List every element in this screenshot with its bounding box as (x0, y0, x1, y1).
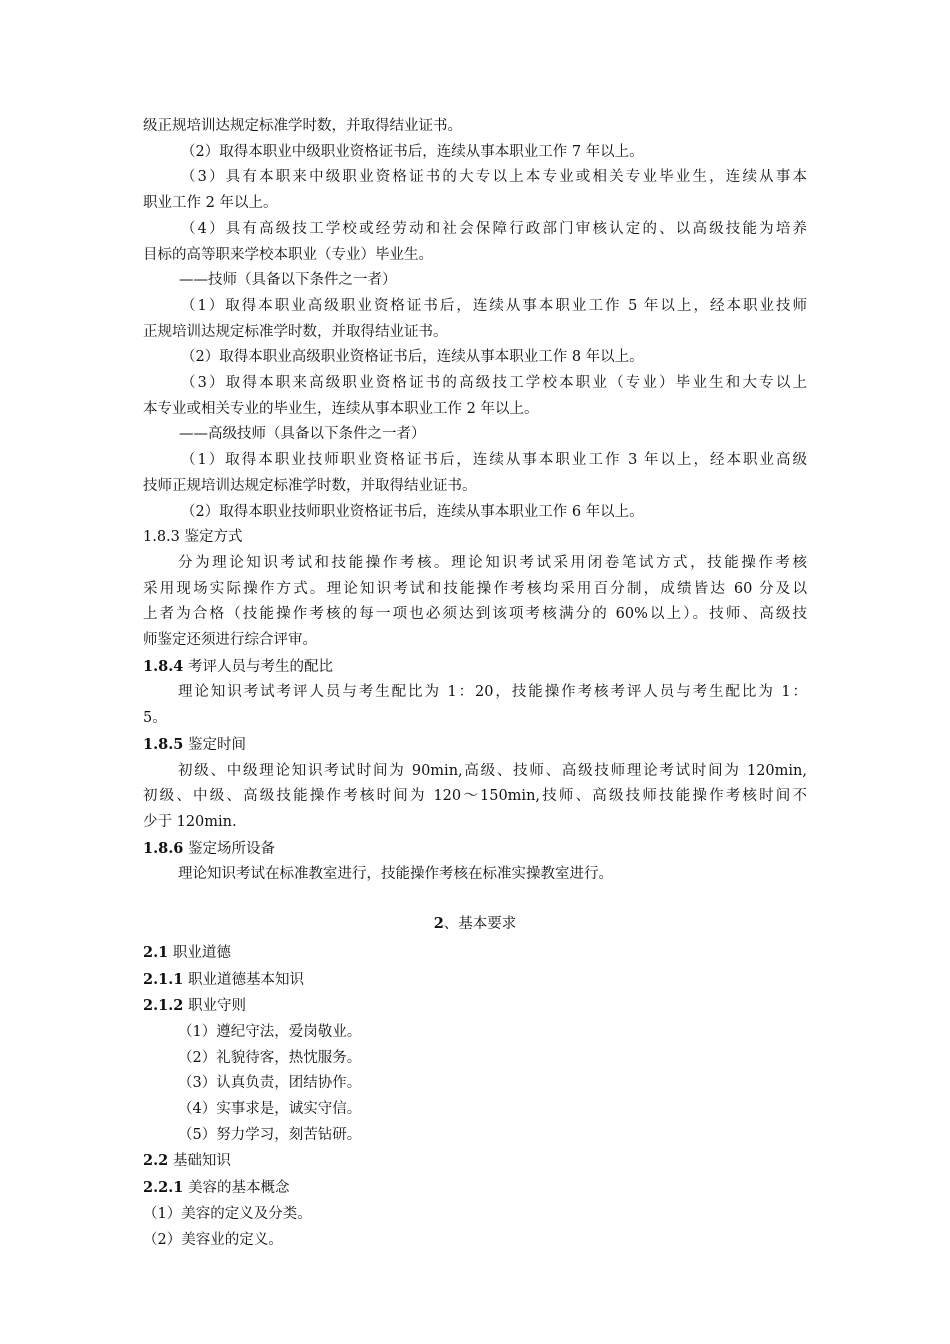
paragraph-line: 采用现场实际操作方式。理论知识考试和技能操作考核均采用百分制，成绩皆达 60 分及以 (143, 580, 807, 597)
senior-technician-heading: ——高级技师（具备以下条件之一者） (179, 426, 426, 443)
paragraph-line: 理论知识考试考评人员与考生配比为 1：20，技能操作考核考评人员与考生配比为 1： (178, 684, 807, 701)
section-heading-2-2 (143, 1148, 807, 1175)
section-heading-2-1-1 (143, 967, 807, 994)
section-heading-1-8-6 (143, 836, 807, 863)
section-number: 2.1.2 (143, 997, 184, 1015)
list-item: （3）取得本职来高级职业资格证书的高级技工学校本职业（专业）毕业生和大专以上 (181, 375, 807, 392)
section-title: 职业道德 (172, 944, 231, 961)
list-item: （4）实事求是，诚实守信。 (178, 1101, 362, 1118)
section-title: 美容的基本概念 (187, 1180, 290, 1197)
section-number: 1.8.4 (143, 657, 184, 675)
section-number: 1.8.5 (143, 735, 184, 753)
list-item: （1）遵纪守法，爱岗敬业。 (178, 1023, 362, 1040)
paragraph-line: 分为理论知识考试和技能操作考核。理论知识考试采用闭卷笔试方式，技能操作考核 (178, 554, 807, 571)
section-heading-1-8-5 (143, 732, 807, 759)
section-number: 2.1 (143, 943, 169, 961)
section-heading-2-1-2 (143, 993, 807, 1020)
chapter-number: 2 (433, 915, 444, 933)
list-item: （2）取得本职业中级职业资格证书后，连续从事本职业工作 7 年以上。 (181, 143, 644, 160)
paragraph-line: 师鉴定还须进行综合评审。 (143, 632, 317, 649)
list-item: （5）努力学习，刻苦钻研。 (178, 1126, 362, 1143)
paragraph-line: 5。 (143, 710, 167, 727)
list-item: （2）取得本职业高级职业资格证书后，连续从事本职业工作 8 年以上。 (181, 349, 644, 366)
section-heading-1-8-4 (143, 654, 807, 681)
list-item: （2）礼貌待客，热忱服务。 (178, 1049, 362, 1066)
section-title: 考评人员与考生的配比 (187, 658, 333, 675)
chapter-title-text: 、基本要求 (443, 916, 517, 933)
text-line: 职业工作 2 年以上。 (143, 195, 278, 212)
paragraph-line: 初级、中级理论知识考试时间为 90min,高级、技师、高级技师理论考试时间为 120min, (178, 762, 807, 779)
section-number: 2.2.1 (143, 1179, 184, 1197)
list-item: （1）取得本职业技师职业资格证书后，连续从事本职业工作 3 年以上，经本职业高级 (181, 452, 807, 469)
section-heading-2-1 (143, 940, 807, 967)
paragraph-line: 初级、中级、高级技能操作考核时间为 120～150min,技师、高级技师技能操作考核时间不 (143, 788, 807, 805)
section-heading-2-2-1 (143, 1175, 807, 1202)
text-line: 技师正规培训达规定标准学时数，并取得结业证书。 (143, 477, 477, 494)
list-item: （4）具有高级技工学校或经劳动和社会保障行政部门审核认定的、以高级技能为培养 (181, 220, 807, 237)
section-number: 1.8.3 (143, 529, 180, 546)
paragraph-line: 上者为合格（技能操作考核的每一项也必须达到该项考核满分的 60%以上）。技师、高级技 (143, 606, 807, 623)
list-item: （1）取得本职业高级职业资格证书后，连续从事本职业工作 5 年以上，经本职业技师 (181, 297, 807, 314)
section-number: 2.1.1 (143, 970, 184, 988)
paragraph-line: 少于 120min. (143, 813, 237, 830)
page-content (143, 114, 807, 1253)
section-title: 鉴定方式 (184, 529, 243, 546)
text-line: 目标的高等职来学校本职业（专业）毕业生。 (143, 246, 433, 263)
text-line: 本专业或相关专业的毕业生，连续从事本职业工作 2 年以上。 (143, 400, 539, 417)
list-item: （3）认真负责，团结协作。 (178, 1075, 362, 1092)
chapter-title (143, 911, 807, 938)
list-item: （1）美容的定义及分类。 (143, 1205, 312, 1222)
section-number: 2.2 (143, 1152, 169, 1170)
paragraph-line: 理论知识考试在标准教室进行，技能操作考核在标准实操教室进行。 (178, 866, 613, 883)
section-heading-1-8-3 (143, 525, 807, 551)
section-title: 鉴定场所设备 (187, 840, 275, 857)
list-item: （2）美容业的定义。 (143, 1231, 283, 1248)
section-title: 鉴定时间 (187, 736, 246, 753)
text-line: 正规培训达规定标准学时数，并取得结业证书。 (143, 323, 448, 340)
section-title: 基础知识 (172, 1153, 231, 1170)
list-item: （3）具有本职来中级职业资格证书的大专以上本专业或相关专业毕业生，连续从事本 (181, 169, 807, 186)
list-item: （2）取得本职业技师职业资格证书后，连续从事本职业工作 6 年以上。 (181, 503, 644, 520)
section-number: 1.8.6 (143, 839, 184, 857)
technician-heading: ——技师（具备以下条件之一者） (179, 272, 397, 289)
section-title: 职业道德基本知识 (187, 971, 304, 988)
text-line: 级正规培训达规定标准学时数，并取得结业证书。 (143, 118, 462, 134)
section-title: 职业守则 (187, 998, 246, 1015)
